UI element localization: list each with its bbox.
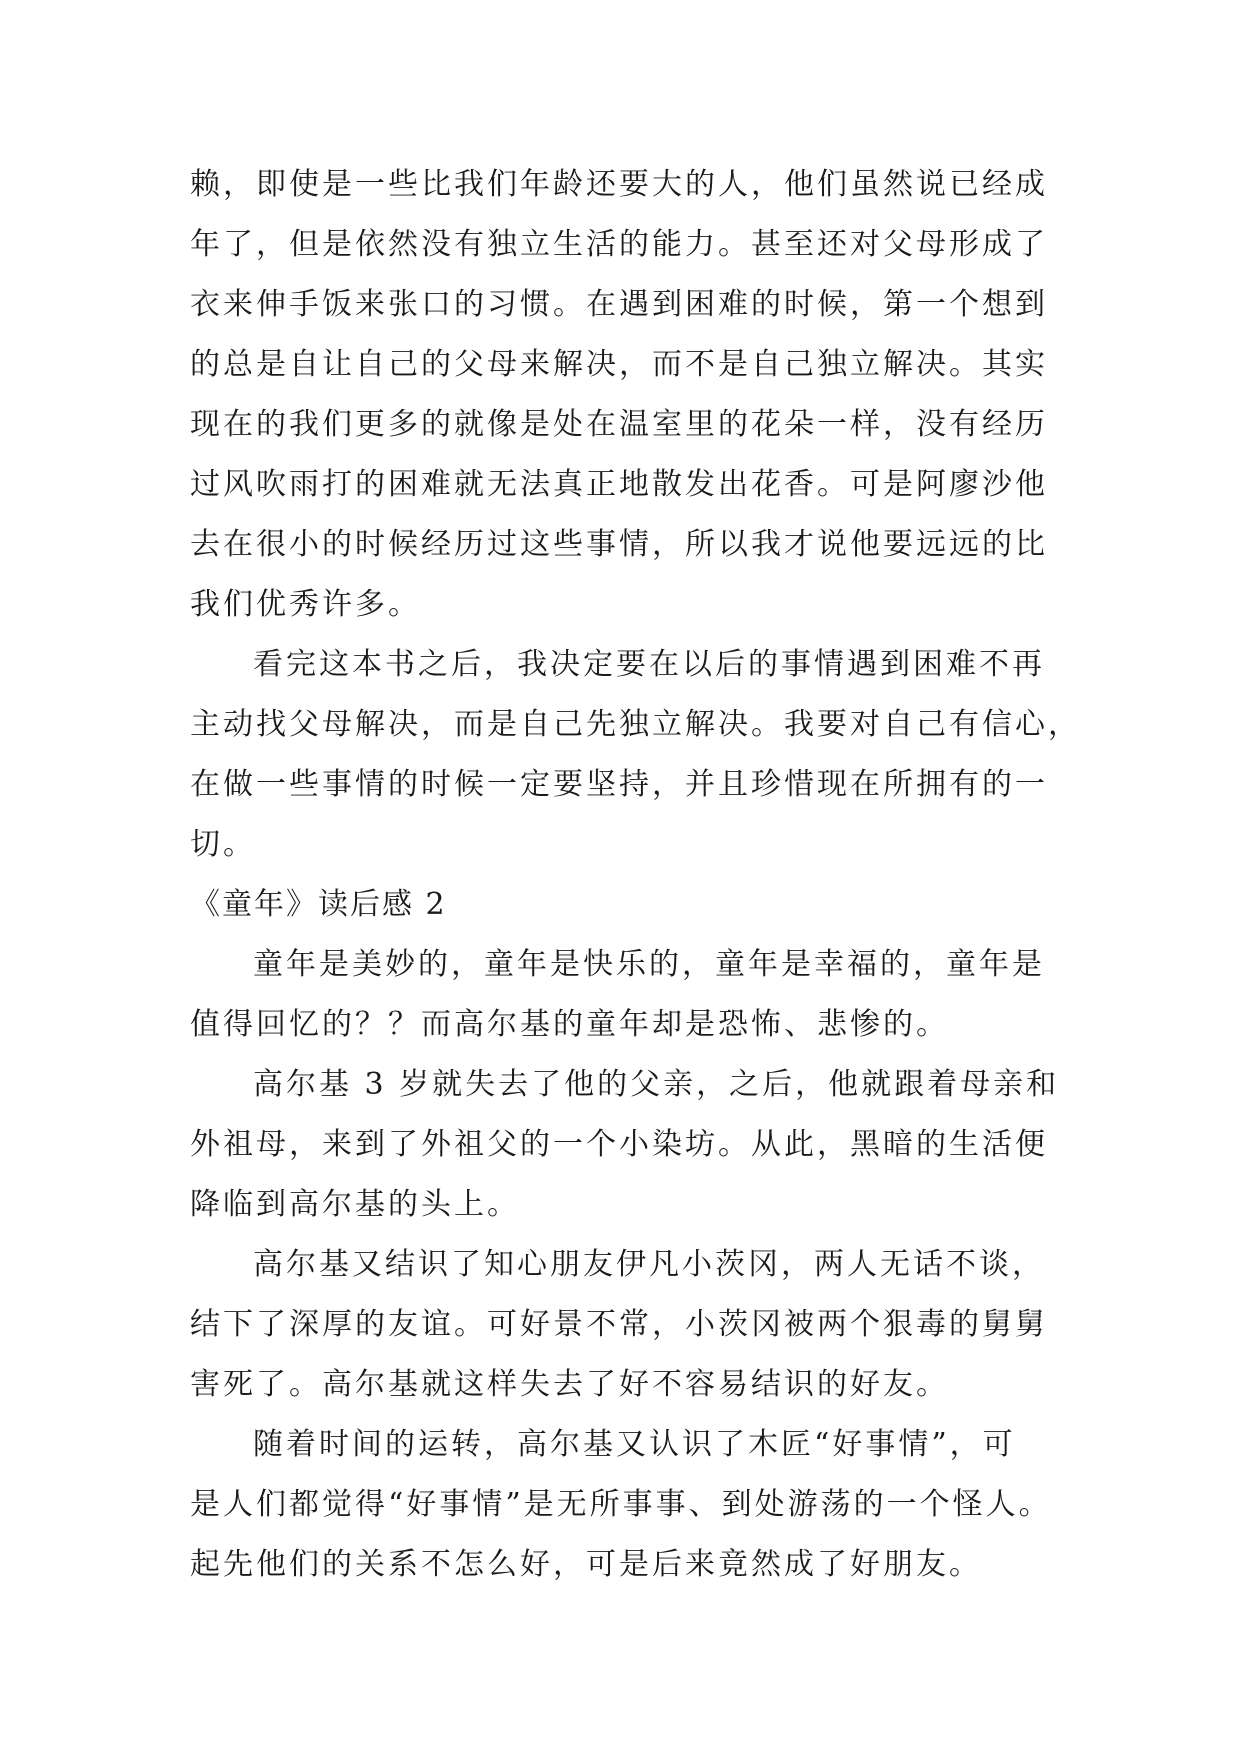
text-line: 衣来伸手饭来张口的习惯。在遇到困难的时候，第一个想到 <box>190 287 1048 322</box>
text-line: 过风吹雨打的困难就无法真正地散发出花香。可是阿廖沙他 <box>190 467 1048 502</box>
section-heading: 《童年》读后感 2 <box>190 887 447 922</box>
paragraph-first-line: 高尔基 3 岁就失去了他的父亲，之后，他就跟着母亲和 <box>253 1067 1060 1102</box>
text-line: 年了，但是依然没有独立生活的能力。甚至还对父母形成了 <box>190 227 1048 262</box>
text-line: 降临到高尔基的头上。 <box>190 1187 520 1222</box>
text-line: 去在很小的时候经历过这些事情，所以我才说他要远远的比 <box>190 527 1048 562</box>
paragraph-first-line: 高尔基又结识了知心朋友伊凡小茨冈，两人无话不谈， <box>253 1247 1045 1282</box>
text-line: 的总是自让自己的父母来解决，而不是自己独立解决。其实 <box>190 347 1048 382</box>
text-line: 害死了。高尔基就这样失去了好不容易结识的好友。 <box>190 1367 949 1402</box>
text-line: 起先他们的关系不怎么好，可是后来竟然成了好朋友。 <box>190 1547 982 1582</box>
text-line: 现在的我们更多的就像是处在温室里的花朵一样，没有经历 <box>190 407 1048 442</box>
paragraph-first-line: 随着时间的运转，高尔基又认识了木匠“好事情”，可 <box>253 1427 1016 1462</box>
text-line: 是人们都觉得“好事情”是无所事事、到处游荡的一个怪人。 <box>190 1487 1052 1522</box>
text-line: 主动找父母解决，而是自己先独立解决。我要对自己有信心， <box>190 707 1081 742</box>
text-line: 值得回忆的？？而高尔基的童年却是恐怖、悲惨的。 <box>190 1007 949 1042</box>
paragraph-first-line: 看完这本书之后，我决定要在以后的事情遇到困难不再 <box>253 647 1045 682</box>
text-line: 我们优秀许多。 <box>190 587 421 622</box>
text-line: 外祖母，来到了外祖父的一个小染坊。从此，黑暗的生活便 <box>190 1127 1048 1162</box>
text-line: 结下了深厚的友谊。可好景不常，小茨冈被两个狠毒的舅舅 <box>190 1307 1048 1342</box>
document-body <box>190 155 1081 1595</box>
text-line: 在做一些事情的时候一定要坚持，并且珍惜现在所拥有的一 <box>190 767 1048 802</box>
text-line: 切。 <box>190 827 256 862</box>
text-line: 赖，即使是一些比我们年龄还要大的人，他们虽然说已经成 <box>190 167 1048 202</box>
paragraph-first-line: 童年是美妙的，童年是快乐的，童年是幸福的，童年是 <box>253 947 1045 982</box>
